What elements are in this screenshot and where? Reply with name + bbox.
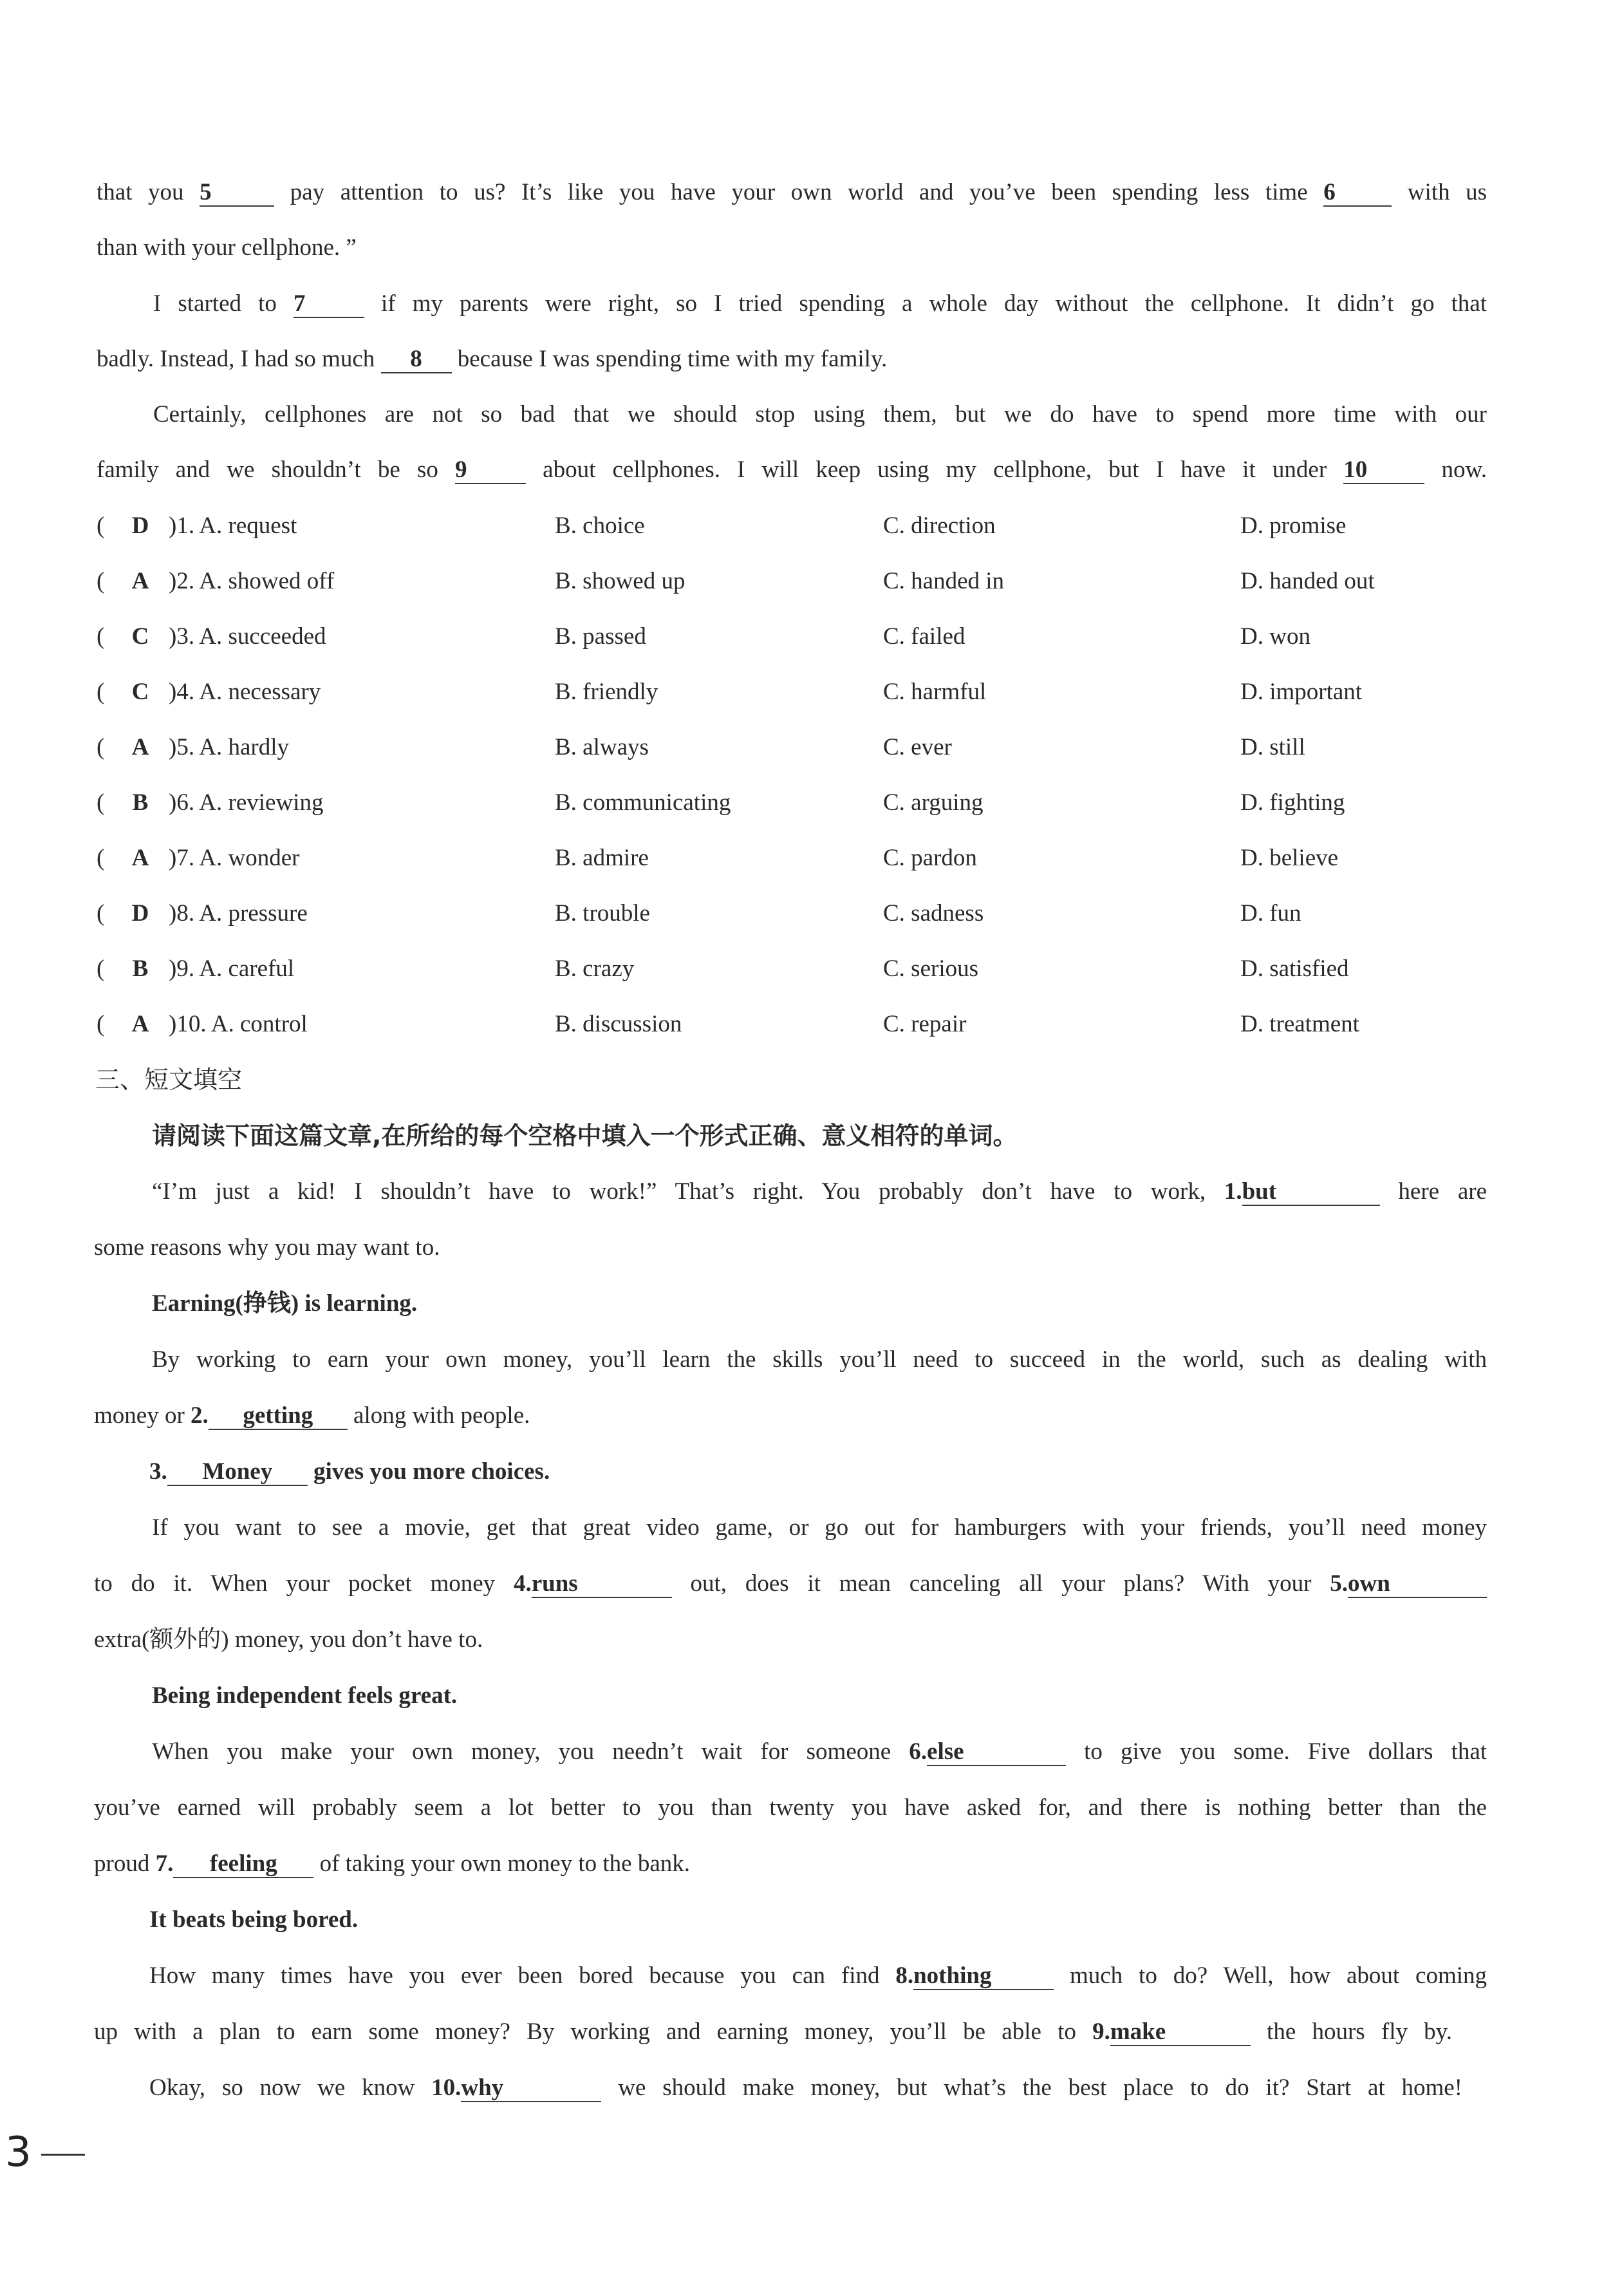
option-d: D. fun [1240,900,1301,927]
section-heading: 三、短文填空 [95,1066,243,1094]
answer-letter: B [132,789,149,816]
passage-line: to do it. When your pocket money 4.runs out, does it mean canceling all your plans? With your 5.own [94,1569,1487,1599]
subheading: Being independent feels great. [152,1682,458,1709]
option-d: D. handed out [1240,568,1375,594]
answer-blank: 8 [381,346,452,373]
option-b: B. friendly [555,679,658,705]
option-d: D. important [1240,679,1363,705]
option-b: B. trouble [555,900,650,927]
answer-blank: why [461,2075,601,2102]
option-c: C. harmful [883,679,987,705]
answer-blank: nothing [913,1963,1054,1990]
answer-blank: runs [532,1571,672,1598]
option-d: D. promise [1240,513,1347,539]
option-b: B. passed [555,623,646,650]
option-b: B. discussion [555,1011,682,1037]
passage-line: How many times have you ever been bored because you can find 8.nothing much to do? Well, how about coming [149,1962,1487,1989]
paren-open: ( [97,900,105,927]
option-b: B. admire [555,845,649,871]
option-b: B. crazy [555,955,635,982]
option-c: C. arguing [883,789,984,816]
option-c: C. handed in [883,568,1005,594]
option-a: )1. A. request [169,513,297,539]
answer-blank: 9 [455,457,526,484]
page-number-dash [41,2154,85,2156]
option-a: )10. A. control [169,1011,308,1037]
answer-blank: else [927,1739,1066,1766]
answer-blank: 6 [1323,180,1392,207]
paren-open: ( [97,955,105,982]
answer-blank: make [1110,2019,1251,2046]
option-b: B. always [555,734,649,760]
option-a: )4. A. necessary [169,679,321,705]
answer-letter: A [131,734,149,760]
answer-letter: D [131,900,149,927]
answer-blank: 10 [1343,457,1424,484]
option-c: C. pardon [883,845,977,871]
answer-letter: C [131,623,149,650]
passage-line: up with a plan to earn some money? By working and earning money, you’ll be able to 9.make the hours fly by. [94,2018,1453,2045]
subheading: 3. Money gives you more choices. [149,1458,550,1485]
passage-line: When you make your own money, you needn’t wait for someone 6.else to give you some. Five dollars that [152,1738,1487,1765]
passage-line: you’ve earned will probably seem a lot better to you than twenty you have asked for, and there is nothing better than the [94,1794,1487,1821]
option-b: B. choice [555,513,645,539]
option-a: )7. A. wonder [169,845,300,871]
passage-line: Certainly, cellphones are not so bad that we should stop using them, but we do have to spend more time with our [153,401,1487,428]
answer-blank: but [1242,1179,1380,1206]
passage-line: Okay, so now we know 10.why we should make money, but what’s the best place to do it? Start at home! [149,2075,1463,2101]
page-number: 3 [5,2129,32,2176]
option-d: D. satisfied [1240,955,1349,982]
option-d: D. won [1240,623,1310,650]
option-a: )8. A. pressure [169,900,308,927]
paren-open: ( [97,679,105,705]
passage-line: “I’m just a kid! I shouldn’t have to work!” That’s right. You probably don’t have to work, 1.but here are [152,1178,1487,1205]
section-instruction: 请阅读下面这篇文章,在所给的每个空格中填入一个形式正确、意义相符的单词。 [152,1122,1018,1150]
paren-open: ( [97,568,105,594]
passage-line: I started to 7 if my parents were right, so I tried spending a whole day without the cellphone. It didn’t go that [153,290,1487,317]
passage-line: than with your cellphone. ” [97,234,357,261]
answer-blank: getting [209,1403,348,1430]
answer-letter: C [131,679,149,705]
passage-line: badly. Instead, I had so much 8 because I was spending time with my family. [97,346,888,372]
option-d: D. believe [1240,845,1339,871]
option-a: )2. A. showed off [169,568,335,594]
paren-open: ( [97,513,105,539]
passage-line: proud 7. feeling of taking your own money to the bank. [94,1850,691,1877]
paren-open: ( [97,789,105,816]
answer-letter: B [132,955,149,982]
answer-letter: A [131,568,149,594]
subheading: It beats being bored. [149,1906,359,1933]
answer-letter: D [131,513,149,539]
paren-open: ( [97,1011,105,1037]
option-a: )6. A. reviewing [169,789,324,816]
option-d: D. treatment [1240,1011,1359,1037]
paren-open: ( [97,845,105,871]
paren-open: ( [97,623,105,650]
option-b: B. communicating [555,789,731,816]
option-c: C. direction [883,513,996,539]
passage-line: By working to earn your own money, you’ll learn the skills you’ll need to succeed in the world, such as dealing with [152,1346,1487,1373]
answer-blank: 5 [200,180,274,207]
answer-letter: A [131,845,149,871]
option-b: B. showed up [555,568,685,594]
answer-blank: 7 [294,291,364,318]
passage-line: some reasons why you may want to. [94,1234,440,1261]
passage-line: extra(额外的) money, you don’t have to. [94,1626,483,1653]
option-c: C. serious [883,955,978,982]
option-a: )5. A. hardly [169,734,290,760]
paren-open: ( [97,734,105,760]
answer-blank: own [1348,1571,1487,1598]
option-a: )3. A. succeeded [169,623,326,650]
option-c: C. ever [883,734,952,760]
option-c: C. failed [883,623,965,650]
option-d: D. fighting [1240,789,1345,816]
answer-letter: A [131,1011,149,1037]
option-c: C. repair [883,1011,967,1037]
option-a: )9. A. careful [169,955,295,982]
subheading: Earning(挣钱) is learning. [152,1290,418,1317]
passage-line: that you 5 pay attention to us? It’s like you have your own world and you’ve been spending less time 6 with us [97,179,1487,205]
passage-line: If you want to see a movie, get that great video game, or go out for hamburgers with your friends, you’ll need money [152,1514,1487,1541]
answer-blank: feeling [173,1851,313,1878]
passage-line: family and we shouldn’t be so 9 about cellphones. I will keep using my cellphone, but I have it under 10 now. [97,456,1487,483]
option-d: D. still [1240,734,1305,760]
passage-line: money or 2. getting along with people. [94,1402,530,1429]
option-c: C. sadness [883,900,984,927]
answer-blank: Money [167,1459,308,1486]
